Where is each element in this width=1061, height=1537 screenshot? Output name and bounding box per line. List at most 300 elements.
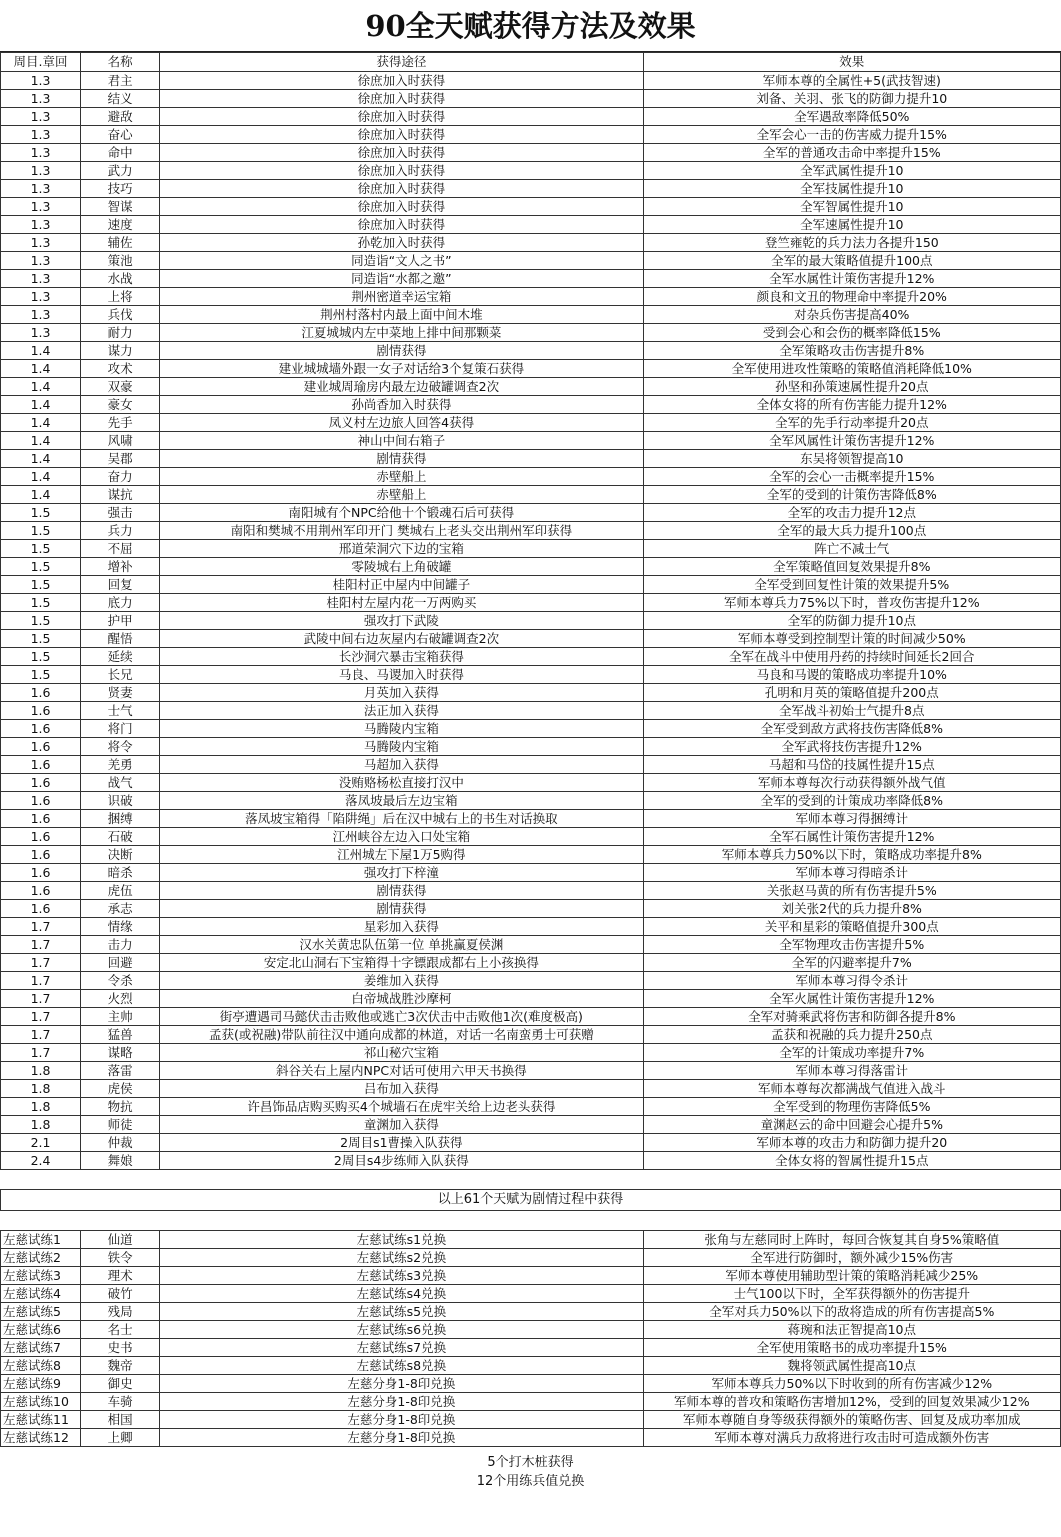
cell-chapter: 左慈试练10 [1,1393,81,1411]
cell-effect: 军师本尊习得暗杀计 [643,864,1060,882]
cell-talent-name: 醒悟 [81,630,160,648]
cell-method: 长沙洞穴暴击宝箱获得 [160,648,643,666]
table-row [1,594,1061,612]
table-row [1,1411,1061,1429]
table-row [1,144,1061,162]
table-row [1,270,1061,288]
cell-chapter: 1.5 [1,522,81,540]
cell-chapter: 1.3 [1,126,81,144]
cell-chapter: 1.6 [1,702,81,720]
table-row [1,522,1061,540]
cell-talent-name: 虎侯 [81,1080,160,1098]
cell-effect: 全军武将技伤害提升12% [643,738,1060,756]
cell-chapter: 左慈试练12 [1,1429,81,1447]
table-row [1,1116,1061,1134]
cell-chapter: 1.3 [1,306,81,324]
cell-effect: 全军的受到的计策伤害降低8% [643,486,1060,504]
cell-talent-name: 奋力 [81,468,160,486]
cell-method: 左慈分身1-8印兑换 [160,1393,643,1411]
cell-effect: 军师本尊习得捆缚计 [643,810,1060,828]
cell-method: 江夏城城内左中菜地上排中间那颗菜 [160,324,643,342]
table-row [1,1339,1061,1357]
cell-method: 童渊加入获得 [160,1116,643,1134]
cell-chapter: 1.3 [1,108,81,126]
cell-talent-name: 谋力 [81,342,160,360]
cell-effect: 全体女将的所有伤害能力提升12% [643,396,1060,414]
cell-effect: 全军火属性计策伤害提升12% [643,990,1060,1008]
cell-effect: 全军在战斗中使用丹药的持续时间延长2回合 [643,648,1060,666]
cell-method: 凤义村左边旅人回答4获得 [160,414,643,432]
cell-talent-name: 奋心 [81,126,160,144]
cell-method: 孟获(或祝融)带队前往汉中通向成都的林道，对话一名南蛮勇士可获赠 [160,1026,643,1044]
cell-talent-name: 双豪 [81,378,160,396]
cell-method: 建业城周瑜房内最左边破罐调查2次 [160,378,643,396]
table-row [1,306,1061,324]
table-row [1,1026,1061,1044]
table-row [1,486,1061,504]
cell-method: 落凤坡宝箱得「陷阱绳」后在汉中城右上的书生对话换取 [160,810,643,828]
header-row [1,53,1061,72]
cell-chapter: 1.3 [1,234,81,252]
table-row [1,630,1061,648]
cell-chapter: 1.5 [1,504,81,522]
talent-table [0,52,1061,1447]
cell-method: 徐庶加入时获得 [160,144,643,162]
cell-talent-name: 残局 [81,1303,160,1321]
cell-talent-name: 回避 [81,954,160,972]
cell-effect: 全军受到敌方武将技伤害降低8% [643,720,1060,738]
cell-chapter: 2.4 [1,1152,81,1170]
cell-effect: 全军的攻击力提升12点 [643,504,1060,522]
cell-method: 剧情获得 [160,342,643,360]
cell-talent-name: 风啸 [81,432,160,450]
cell-talent-name: 延续 [81,648,160,666]
cell-chapter: 1.6 [1,774,81,792]
cell-talent-name: 史书 [81,1339,160,1357]
table-row [1,72,1061,90]
cell-method: 桂阳村左屋内花一万两购买 [160,594,643,612]
cell-effect: 军师本尊每次都满战气值进入战斗 [643,1080,1060,1098]
cell-talent-name: 石破 [81,828,160,846]
table-row [1,396,1061,414]
cell-talent-name: 长兄 [81,666,160,684]
table-row [1,990,1061,1008]
cell-effect: 全军的计策成功率提升7% [643,1044,1060,1062]
cell-talent-name: 羌勇 [81,756,160,774]
cell-effect: 全军水属性计策伤害提升12% [643,270,1060,288]
cell-chapter: 1.8 [1,1080,81,1098]
cell-effect: 全军受到回复性计策的效果提升5% [643,576,1060,594]
cell-talent-name: 增补 [81,558,160,576]
cell-method: 同造诣“水都之邀” [160,270,643,288]
table-row [1,252,1061,270]
cell-method: 白帝城战胜沙摩柯 [160,990,643,1008]
cell-effect: 张角与左慈同时上阵时，每回合恢复其自身5%策略值 [643,1231,1060,1249]
cell-talent-name: 命中 [81,144,160,162]
cell-talent-name: 理术 [81,1267,160,1285]
cell-chapter: 1.6 [1,864,81,882]
cell-effect: 马超和马岱的技属性提升15点 [643,756,1060,774]
cell-method: 2周目s4步练师入队获得 [160,1152,643,1170]
cell-chapter: 1.8 [1,1062,81,1080]
cell-talent-name: 速度 [81,216,160,234]
summary-text: 以上61个天赋为剧情过程中获得 [1,1190,1061,1211]
table-row [1,540,1061,558]
table-row [1,918,1061,936]
table-row [1,1062,1061,1080]
cell-method: 江州峡谷左边入口处宝箱 [160,828,643,846]
cell-method: 左慈分身1-8印兑换 [160,1375,643,1393]
cell-effect: 全军遇敌率降低50% [643,108,1060,126]
cell-chapter: 1.5 [1,612,81,630]
table-row [1,720,1061,738]
cell-method: 落凤坡最后左边宝箱 [160,792,643,810]
cell-method: 剧情获得 [160,450,643,468]
cell-chapter: 1.6 [1,810,81,828]
cell-talent-name: 相国 [81,1411,160,1429]
cell-effect: 全军对骑乘武将伤害和防御各提升8% [643,1008,1060,1026]
table-row [1,1098,1061,1116]
cell-talent-name: 辅佐 [81,234,160,252]
cell-method: 马腾陵内宝箱 [160,720,643,738]
cell-effect: 登竺雍乾的兵力法力各提升150 [643,234,1060,252]
cell-method: 左慈试练s8兑换 [160,1357,643,1375]
table-row [1,612,1061,630]
table-row [1,846,1061,864]
cell-chapter: 1.7 [1,972,81,990]
table-row [1,216,1061,234]
cell-talent-name: 情缘 [81,918,160,936]
story-talent-rows [1,72,1061,1170]
cell-talent-name: 谋抗 [81,486,160,504]
cell-chapter: 1.4 [1,414,81,432]
cell-method: 徐庶加入时获得 [160,198,643,216]
cell-method: 江州城左下屋1万5购得 [160,846,643,864]
cell-talent-name: 暗杀 [81,864,160,882]
table-row [1,504,1061,522]
table-row [1,738,1061,756]
cell-method: 月英加入获得 [160,684,643,702]
cell-chapter: 1.3 [1,324,81,342]
cell-method: 荆州密道幸运宝箱 [160,288,643,306]
cell-chapter: 1.5 [1,666,81,684]
cell-method: 安定北山洞右下宝箱得十字镖跟成都右上小孩换得 [160,954,643,972]
table-row [1,1357,1061,1375]
cell-effect: 军师本尊习得令杀计 [643,972,1060,990]
blank-row [1,1170,1061,1190]
cell-chapter: 1.6 [1,720,81,738]
cell-method: 吕布加入获得 [160,1080,643,1098]
cell-effect: 军师本尊习得落雷计 [643,1062,1060,1080]
table-row [1,342,1061,360]
cell-talent-name: 火烈 [81,990,160,1008]
cell-talent-name: 贤妻 [81,684,160,702]
table-row [1,810,1061,828]
header-chapter: 周目.章回 [1,53,81,72]
cell-method: 徐庶加入时获得 [160,162,643,180]
cell-chapter: 1.4 [1,450,81,468]
cell-method: 邢道荣洞穴下边的宝箱 [160,540,643,558]
cell-method: 徐庶加入时获得 [160,126,643,144]
cell-chapter: 左慈试练9 [1,1375,81,1393]
cell-talent-name: 士气 [81,702,160,720]
cell-chapter: 1.7 [1,918,81,936]
cell-method: 荆州村落村内最上面中间木堆 [160,306,643,324]
table-row [1,1080,1061,1098]
cell-chapter: 1.8 [1,1116,81,1134]
cell-method: 没贿赂杨松直接打汉中 [160,774,643,792]
cell-method: 姜维加入获得 [160,972,643,990]
table-row [1,126,1061,144]
cell-talent-name: 先手 [81,414,160,432]
cell-effect: 关张赵马黄的所有伤害提升5% [643,882,1060,900]
table-row [1,1267,1061,1285]
cell-talent-name: 吴郡 [81,450,160,468]
cell-effect: 孟获和祝融的兵力提升250点 [643,1026,1060,1044]
cell-talent-name: 识破 [81,792,160,810]
table-row [1,1375,1061,1393]
cell-method: 南阳城有个NPC给他十个锻魂石后可获得 [160,504,643,522]
cell-effect: 关平和星彩的策略值提升300点 [643,918,1060,936]
cell-chapter: 1.4 [1,342,81,360]
cell-chapter: 1.7 [1,1044,81,1062]
cell-effect: 全军风属性计策伤害提升12% [643,432,1060,450]
cell-talent-name: 智谋 [81,198,160,216]
table-row [1,864,1061,882]
cell-effect: 对杂兵伤害提高40% [643,306,1060,324]
cell-chapter: 左慈试练11 [1,1411,81,1429]
cell-talent-name: 结义 [81,90,160,108]
cell-chapter: 左慈试练2 [1,1249,81,1267]
cell-effect: 全军战斗初始士气提升8点 [643,702,1060,720]
header-method: 获得途径 [160,53,643,72]
cell-effect: 军师本尊的普攻和策略伤害增加12%，受到的回复效果减少12% [643,1393,1060,1411]
cell-effect: 军师本尊受到控制型计策的时间减少50% [643,630,1060,648]
cell-talent-name: 击力 [81,936,160,954]
cell-method: 孙尚香加入时获得 [160,396,643,414]
cell-method: 强攻打下武陵 [160,612,643,630]
table-row [1,468,1061,486]
cell-chapter: 1.7 [1,1026,81,1044]
table-row [1,1285,1061,1303]
cell-talent-name: 耐力 [81,324,160,342]
cell-talent-name: 豪女 [81,396,160,414]
cell-effect: 全军的闪避率提升7% [643,954,1060,972]
table-row [1,972,1061,990]
cell-method: 斜谷关右上屋内NPC对话可使用六甲天书换得 [160,1062,643,1080]
table-row [1,1152,1061,1170]
cell-effect: 孔明和月英的策略值提升200点 [643,684,1060,702]
cell-talent-name: 铁令 [81,1249,160,1267]
cell-chapter: 1.3 [1,198,81,216]
cell-method: 赤壁船上 [160,486,643,504]
cell-effect: 全军石属性计策伤害提升12% [643,828,1060,846]
cell-method: 左慈试练s6兑换 [160,1321,643,1339]
cell-method: 剧情获得 [160,900,643,918]
cell-talent-name: 回复 [81,576,160,594]
cell-talent-name: 猛兽 [81,1026,160,1044]
cell-talent-name: 策池 [81,252,160,270]
cell-talent-name: 虎伍 [81,882,160,900]
cell-chapter: 1.4 [1,360,81,378]
cell-chapter: 1.4 [1,486,81,504]
cell-method: 左慈分身1-8印兑换 [160,1411,643,1429]
cell-talent-name: 兵力 [81,522,160,540]
cell-effect: 全军的会心一击概率提升15% [643,468,1060,486]
cell-chapter: 1.6 [1,900,81,918]
cell-chapter: 左慈试练5 [1,1303,81,1321]
cell-effect: 军师本尊随自身等级获得额外的策略伤害、回复及成功率加成 [643,1411,1060,1429]
cell-talent-name: 御史 [81,1375,160,1393]
cell-chapter: 左慈试练4 [1,1285,81,1303]
cell-effect: 全军速属性提升10 [643,216,1060,234]
cell-talent-name: 将门 [81,720,160,738]
table-row [1,450,1061,468]
cell-talent-name: 决断 [81,846,160,864]
cell-effect: 全军策略值回复效果提升8% [643,558,1060,576]
table-row [1,936,1061,954]
header-effect: 效果 [643,53,1060,72]
cell-talent-name: 名士 [81,1321,160,1339]
cell-effect: 军师本尊的攻击力和防御力提升20 [643,1134,1060,1152]
cell-method: 徐庶加入时获得 [160,108,643,126]
table-row [1,954,1061,972]
table-row [1,378,1061,396]
table-row [1,702,1061,720]
cell-chapter: 1.6 [1,684,81,702]
cell-effect: 全体女将的智属性提升15点 [643,1152,1060,1170]
cell-chapter: 1.3 [1,72,81,90]
cell-effect: 东吴将领智提高10 [643,450,1060,468]
table-row [1,828,1061,846]
table-row [1,1008,1061,1026]
cell-chapter: 1.6 [1,828,81,846]
cell-effect: 刘备、关羽、张飞的防御力提升10 [643,90,1060,108]
cell-effect: 孙坚和孙策速属性提升20点 [643,378,1060,396]
cell-effect: 军师本尊对满兵力敌将进行攻击时可造成额外伤害 [643,1429,1060,1447]
cell-method: 剧情获得 [160,882,643,900]
table-row [1,180,1061,198]
table-row [1,324,1061,342]
cell-method: 零陵城右上角破罐 [160,558,643,576]
cell-talent-name: 兵伐 [81,306,160,324]
cell-talent-name: 师徒 [81,1116,160,1134]
table-row [1,1303,1061,1321]
cell-talent-name: 护甲 [81,612,160,630]
cell-method: 强攻打下梓潼 [160,864,643,882]
table-row [1,1429,1061,1447]
table-row [1,360,1061,378]
table-row [1,558,1061,576]
cell-talent-name: 不屈 [81,540,160,558]
cell-talent-name: 舞娘 [81,1152,160,1170]
cell-effect: 全军武属性提升10 [643,162,1060,180]
cell-talent-name: 物抗 [81,1098,160,1116]
cell-chapter: 1.3 [1,252,81,270]
cell-talent-name: 水战 [81,270,160,288]
table-row [1,1249,1061,1267]
footer-line: 5个打木桩获得 [487,1455,574,1470]
cell-method: 马良、马谡加入时获得 [160,666,643,684]
cell-chapter: 1.3 [1,216,81,234]
cell-method: 马腾陵内宝箱 [160,738,643,756]
cell-method: 徐庶加入时获得 [160,216,643,234]
cell-effect: 全军的受到的计策成功率降低8% [643,792,1060,810]
cell-method: 建业城城墙外跟一女子对话给3个复策石获得 [160,360,643,378]
cell-chapter: 1.8 [1,1098,81,1116]
cell-chapter: 1.6 [1,738,81,756]
cell-effect: 全军对兵力50%以下的敌将造成的所有伤害提高5% [643,1303,1060,1321]
cell-effect: 全军会心一击的伤害威力提升15% [643,126,1060,144]
cell-method: 桂阳村正中屋内中间罐子 [160,576,643,594]
cell-chapter: 1.6 [1,756,81,774]
cell-method: 马超加入获得 [160,756,643,774]
cell-effect: 全军使用策略书的成功率提升15% [643,1339,1060,1357]
cell-chapter: 1.5 [1,576,81,594]
cell-effect: 军师本尊兵力50%以下时，策略成功率提升8% [643,846,1060,864]
cell-effect: 军师本尊兵力50%以下时收到的所有伤害减少12% [643,1375,1060,1393]
cell-talent-name: 捆缚 [81,810,160,828]
cell-effect: 全军的防御力提升10点 [643,612,1060,630]
table-row [1,666,1061,684]
cell-talent-name: 承志 [81,900,160,918]
cell-effect: 魏将领武属性提高10点 [643,1357,1060,1375]
cell-effect: 全军进行防御时，额外减少15%伤害 [643,1249,1060,1267]
cell-chapter: 1.5 [1,630,81,648]
cell-chapter: 1.5 [1,648,81,666]
cell-talent-name: 避敌 [81,108,160,126]
cell-chapter: 左慈试练8 [1,1357,81,1375]
table-row [1,792,1061,810]
cell-talent-name: 谋略 [81,1044,160,1062]
table-row [1,756,1061,774]
cell-method: 赤壁船上 [160,468,643,486]
cell-method: 左慈试练s5兑换 [160,1303,643,1321]
cell-method: 徐庶加入时获得 [160,72,643,90]
cell-talent-name: 技巧 [81,180,160,198]
cell-talent-name: 强击 [81,504,160,522]
cell-effect: 士气100以下时，全军获得额外的伤害提升 [643,1285,1060,1303]
cell-effect: 军师本尊使用辅助型计策的策略消耗减少25% [643,1267,1060,1285]
cell-talent-name: 仙道 [81,1231,160,1249]
cell-method: 左慈分身1-8印兑换 [160,1429,643,1447]
cell-effect: 军师本尊的全属性+5(武技智速) [643,72,1060,90]
cell-chapter: 1.7 [1,936,81,954]
table-row [1,1321,1061,1339]
table-row [1,1044,1061,1062]
table-row [1,90,1061,108]
cell-chapter: 1.3 [1,180,81,198]
cell-effect: 军师本尊每次行动获得额外战气值 [643,774,1060,792]
table-row [1,288,1061,306]
cell-talent-name: 令杀 [81,972,160,990]
cell-method: 左慈试练s7兑换 [160,1339,643,1357]
table-row [1,576,1061,594]
table-row [1,882,1061,900]
cell-method: 祁山秘穴宝箱 [160,1044,643,1062]
cell-method: 孙乾加入时获得 [160,234,643,252]
cell-method: 徐庶加入时获得 [160,90,643,108]
table-row [1,1231,1061,1249]
cell-chapter: 1.5 [1,558,81,576]
cell-effect: 全军策略攻击伤害提升8% [643,342,1060,360]
cell-talent-name: 上将 [81,288,160,306]
cell-method: 左慈试练s1兑换 [160,1231,643,1249]
table-row [1,1134,1061,1152]
cell-talent-name: 仲裁 [81,1134,160,1152]
cell-talent-name: 落雷 [81,1062,160,1080]
summary-row [1,1190,1061,1211]
